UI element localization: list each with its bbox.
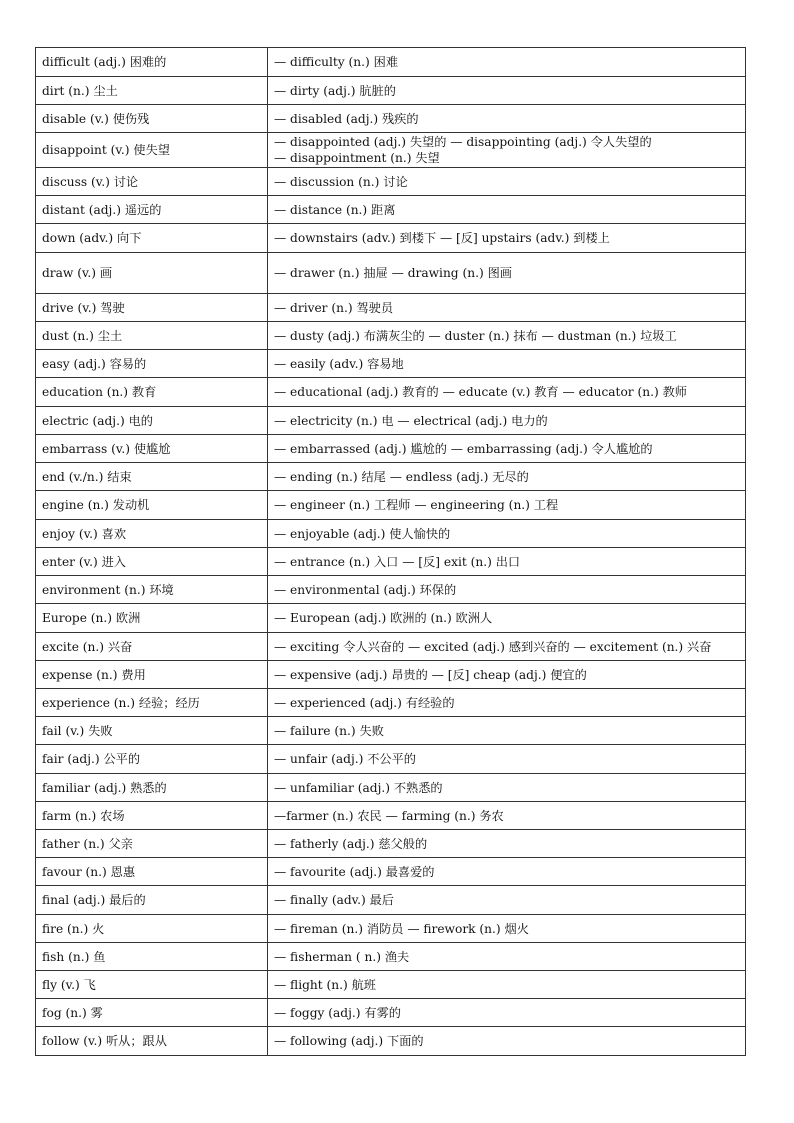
derivative-line: — driver (n.) 驾驶员 bbox=[274, 300, 394, 315]
derivatives-cell bbox=[268, 322, 746, 350]
derivatives-cell bbox=[268, 548, 746, 576]
derivative-line: — engineer (n.) 工程师 — engineering (n.) 工程 bbox=[274, 498, 559, 512]
headword-cell: fish (n.) 鱼 bbox=[36, 943, 268, 971]
derivative-line: — favourite (adj.) 最喜爱的 bbox=[274, 864, 435, 879]
headword-cell: embarrass (v.) 使尴尬 bbox=[36, 435, 268, 463]
derivatives-cell bbox=[268, 435, 746, 463]
headword-cell: fly (v.) 飞 bbox=[36, 971, 268, 999]
derivative-line: — failure (n.) 失败 bbox=[274, 723, 384, 738]
headword-cell: end (v./n.) 结束 bbox=[36, 463, 268, 491]
table-row bbox=[36, 224, 746, 253]
derivatives-cell bbox=[268, 196, 746, 224]
derivatives-cell bbox=[268, 689, 746, 717]
derivative-line: — unfamiliar (adj.) 不熟悉的 bbox=[274, 780, 443, 795]
table-row bbox=[36, 435, 746, 463]
table-row bbox=[36, 886, 746, 915]
derivatives-cell bbox=[268, 830, 746, 858]
headword-cell: disappoint (v.) 使失望 bbox=[36, 133, 268, 168]
derivatives-cell bbox=[268, 745, 746, 774]
derivatives-cell bbox=[268, 717, 746, 745]
derivatives-cell bbox=[268, 105, 746, 133]
derivative-line: — environmental (adj.) 环保的 bbox=[274, 582, 457, 597]
derivative-line: — enjoyable (adj.) 使人愉快的 bbox=[274, 526, 451, 541]
derivatives-cell bbox=[268, 253, 746, 294]
derivative-line: — electricity (n.) 电 — electrical (adj.) 电力的 bbox=[274, 413, 548, 428]
derivatives-cell bbox=[268, 1027, 746, 1056]
table-row bbox=[36, 133, 746, 168]
headword-cell: Europe (n.) 欧洲 bbox=[36, 604, 268, 633]
table-row bbox=[36, 802, 746, 830]
derivatives-cell bbox=[268, 48, 746, 77]
derivative-line: — fireman (n.) 消防员 — firework (n.) 烟火 bbox=[274, 921, 529, 936]
table-row bbox=[36, 1027, 746, 1056]
table-row bbox=[36, 48, 746, 77]
headword-cell: experience (n.) 经验；经历 bbox=[36, 689, 268, 717]
headword-cell: final (adj.) 最后的 bbox=[36, 886, 268, 915]
headword-cell: enjoy (v.) 喜欢 bbox=[36, 520, 268, 548]
table-row bbox=[36, 168, 746, 196]
headword-cell: farm (n.) 农场 bbox=[36, 802, 268, 830]
headword-cell: familiar (adj.) 熟悉的 bbox=[36, 774, 268, 802]
headword-cell: electric (adj.) 电的 bbox=[36, 407, 268, 435]
derivative-line: — dusty (adj.) 布满灰尘的 — duster (n.) 抹布 — dustman (n.) 垃圾工 bbox=[274, 328, 677, 343]
derivatives-cell bbox=[268, 802, 746, 830]
headword-cell: drive (v.) 驾驶 bbox=[36, 294, 268, 322]
table-row bbox=[36, 350, 746, 378]
headword-cell: fair (adj.) 公平的 bbox=[36, 745, 268, 774]
vocabulary-table bbox=[35, 47, 746, 1056]
table-row bbox=[36, 689, 746, 717]
table-row bbox=[36, 407, 746, 435]
headword-cell: difficult (adj.) 困难的 bbox=[36, 48, 268, 77]
table-row bbox=[36, 915, 746, 943]
table-row bbox=[36, 378, 746, 407]
derivatives-cell bbox=[268, 943, 746, 971]
derivative-line: — drawer (n.) 抽屉 — drawing (n.) 图画 bbox=[274, 266, 512, 280]
table-row bbox=[36, 830, 746, 858]
headword-cell: expense (n.) 费用 bbox=[36, 661, 268, 689]
derivative-line: — fatherly (adj.) 慈父般的 bbox=[274, 836, 428, 851]
derivative-line: — foggy (adj.) 有雾的 bbox=[274, 1005, 401, 1020]
table-row bbox=[36, 105, 746, 133]
derivatives-cell bbox=[268, 520, 746, 548]
derivatives-cell bbox=[268, 378, 746, 407]
table-row bbox=[36, 463, 746, 491]
derivatives-cell bbox=[268, 604, 746, 633]
derivatives-cell bbox=[268, 224, 746, 253]
derivative-line: — following (adj.) 下面的 bbox=[274, 1034, 424, 1048]
headword-cell: environment (n.) 环境 bbox=[36, 576, 268, 604]
derivative-line: — unfair (adj.) 不公平的 bbox=[274, 752, 416, 766]
derivatives-cell bbox=[268, 661, 746, 689]
headword-cell: father (n.) 父亲 bbox=[36, 830, 268, 858]
derivatives-cell bbox=[268, 858, 746, 886]
table-row bbox=[36, 253, 746, 294]
headword-cell: education (n.) 教育 bbox=[36, 378, 268, 407]
derivative-line: — ending (n.) 结尾 — endless (adj.) 无尽的 bbox=[274, 469, 529, 484]
derivatives-cell bbox=[268, 133, 746, 168]
table-row bbox=[36, 604, 746, 633]
table-row bbox=[36, 576, 746, 604]
headword-cell: dust (n.) 尘土 bbox=[36, 322, 268, 350]
derivative-line: — downstairs (adv.) 到楼下 — [反] upstairs (adv.) 到楼上 bbox=[274, 231, 610, 245]
derivatives-cell bbox=[268, 633, 746, 661]
derivative-line: — easily (adv.) 容易地 bbox=[274, 356, 404, 371]
table-row bbox=[36, 999, 746, 1027]
headword-cell: discuss (v.) 讨论 bbox=[36, 168, 268, 196]
table-row bbox=[36, 745, 746, 774]
derivatives-cell bbox=[268, 971, 746, 999]
derivative-line: — difficulty (n.) 困难 bbox=[274, 55, 399, 69]
derivative-line: — expensive (adj.) 昂贵的 — [反] cheap (adj.) 便宜的 bbox=[274, 667, 587, 682]
headword-cell: fire (n.) 火 bbox=[36, 915, 268, 943]
table-row bbox=[36, 717, 746, 745]
vocabulary-table-body bbox=[36, 48, 746, 1056]
derivatives-cell bbox=[268, 350, 746, 378]
derivative-line: — discussion (n.) 讨论 bbox=[274, 174, 408, 189]
derivatives-cell bbox=[268, 407, 746, 435]
headword-cell: favour (n.) 恩惠 bbox=[36, 858, 268, 886]
derivatives-cell bbox=[268, 576, 746, 604]
headword-cell: follow (v.) 听从；跟从 bbox=[36, 1027, 268, 1056]
table-row bbox=[36, 491, 746, 520]
headword-cell: disable (v.) 使伤残 bbox=[36, 105, 268, 133]
derivatives-cell bbox=[268, 491, 746, 520]
derivative-line: — entrance (n.) 入口 — [反] exit (n.) 出口 bbox=[274, 554, 521, 569]
derivative-line: — fisherman ( n.) 渔夫 bbox=[274, 949, 410, 964]
headword-cell: draw (v.) 画 bbox=[36, 253, 268, 294]
headword-cell: down (adv.) 向下 bbox=[36, 224, 268, 253]
derivative-line: — European (adj.) 欧洲的 (n.) 欧洲人 bbox=[274, 611, 493, 625]
table-row bbox=[36, 661, 746, 689]
derivatives-cell bbox=[268, 294, 746, 322]
table-row bbox=[36, 294, 746, 322]
derivative-line: — experienced (adj.) 有经验的 bbox=[274, 695, 455, 710]
headword-cell: engine (n.) 发动机 bbox=[36, 491, 268, 520]
derivatives-cell bbox=[268, 999, 746, 1027]
table-row bbox=[36, 633, 746, 661]
table-row bbox=[36, 520, 746, 548]
derivative-line: — embarrassed (adj.) 尴尬的 — embarrassing (adj.) 令人尴尬的 bbox=[274, 441, 653, 456]
derivatives-cell bbox=[268, 915, 746, 943]
table-row bbox=[36, 548, 746, 576]
headword-cell: enter (v.) 进入 bbox=[36, 548, 268, 576]
derivatives-cell bbox=[268, 168, 746, 196]
derivatives-cell bbox=[268, 463, 746, 491]
derivative-line: — exciting 令人兴奋的 — excited (adj.) 感到兴奋的 — excitement (n.) 兴奋 bbox=[274, 639, 712, 654]
derivative-line: — disappointed (adj.) 失望的 — disappointing (adj.) 令人失望的 bbox=[274, 135, 652, 149]
table-row bbox=[36, 774, 746, 802]
headword-cell: fail (v.) 失败 bbox=[36, 717, 268, 745]
derivative-line: —farmer (n.) 农民 — farming (n.) 务农 bbox=[274, 808, 504, 823]
derivatives-cell bbox=[268, 886, 746, 915]
headword-cell: dirt (n.) 尘土 bbox=[36, 77, 268, 105]
table-row bbox=[36, 322, 746, 350]
derivative-line: — dirty (adj.) 肮脏的 bbox=[274, 83, 396, 98]
derivative-line: — educational (adj.) 教育的 — educate (v.) 教育 — educator (n.) 教师 bbox=[274, 385, 687, 399]
table-row bbox=[36, 943, 746, 971]
derivative-line: — distance (n.) 距离 bbox=[274, 202, 396, 217]
headword-cell: fog (n.) 雾 bbox=[36, 999, 268, 1027]
headword-cell: excite (n.) 兴奋 bbox=[36, 633, 268, 661]
table-row bbox=[36, 971, 746, 999]
derivative-line: — disabled (adj.) 残疾的 bbox=[274, 111, 419, 126]
table-row bbox=[36, 77, 746, 105]
derivatives-cell bbox=[268, 77, 746, 105]
headword-cell: easy (adj.) 容易的 bbox=[36, 350, 268, 378]
derivative-line: — disappointment (n.) 失望 bbox=[274, 151, 440, 165]
derivative-line: — finally (adv.) 最后 bbox=[274, 893, 394, 907]
derivatives-cell bbox=[268, 774, 746, 802]
table-row bbox=[36, 858, 746, 886]
derivative-line: — flight (n.) 航班 bbox=[274, 977, 376, 992]
table-row bbox=[36, 196, 746, 224]
headword-cell: distant (adj.) 遥远的 bbox=[36, 196, 268, 224]
